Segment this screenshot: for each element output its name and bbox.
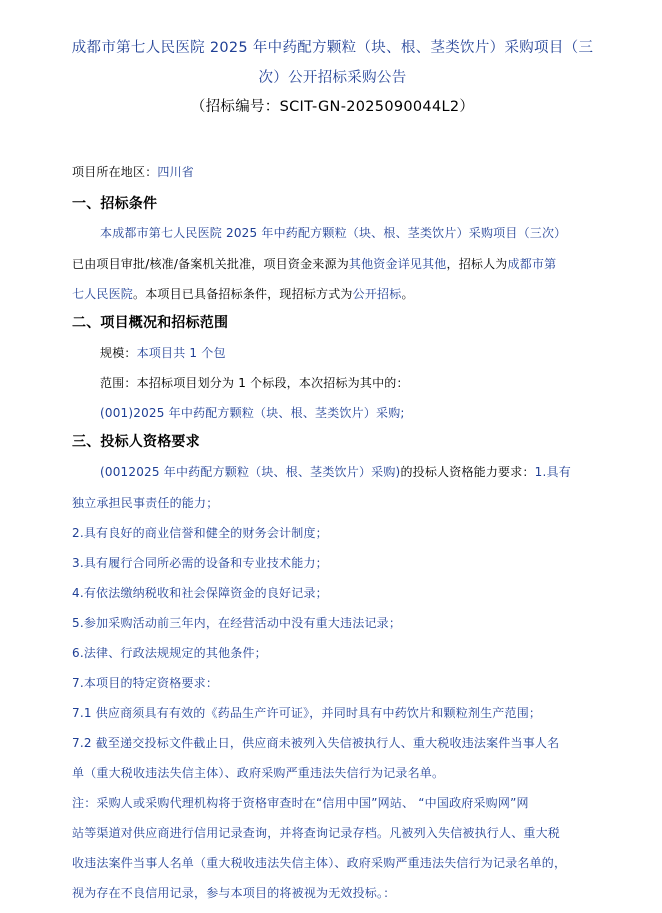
note-line-2: 站等渠道对供应商进行信用记录查询，并将查询记录存档。凡被列入失信被执行人、重大税 <box>72 826 561 840</box>
qualification-intro <box>100 462 571 482</box>
section-1-para-line-1: 本成都市第七人民医院 2025 年中药配方颗粒（块、根、茎类饮片）采购项目（三次） <box>100 226 567 240</box>
title-line-1: 成都市第七人民医院 2025 年中药配方颗粒（块、根、茎类饮片）采购项目（三 <box>71 40 594 56</box>
project-scale <box>100 343 226 363</box>
requirement-2: 2.具有良好的商业信誉和健全的财务会计制度； <box>72 526 328 540</box>
requirement-5: 5.参加采购活动前三年内，在经营活动中没有重大违法记录； <box>72 616 402 630</box>
requirement-3: 3.具有履行合同所必需的设备和专业技术能力； <box>72 556 328 570</box>
package-name: (0012025 年中药配方颗粒（块、根、茎类饮片）采购) <box>100 465 401 479</box>
range-item: (001)2025 年中药配方颗粒（块、根、茎类饮片）采购; <box>100 406 405 420</box>
section-1-para-line-3 <box>72 284 414 304</box>
section-1-heading: 一、招标条件 <box>72 196 158 212</box>
title-line-2: 次）公开招标采购公告 <box>258 70 407 86</box>
project-range: 范围：本招标项目划分为 1 个标段，本次招标为其中的： <box>100 376 409 390</box>
scale-label: 规模： <box>100 346 137 360</box>
tenderer-name-part-2: 七人民医院 <box>72 287 134 301</box>
fund-source: 其他资金详见其他 <box>348 257 447 271</box>
tenderer-name-part-1: 成都市第 <box>507 257 557 271</box>
text-fragment: 。本项目已具备招标条件，现招标方式为 <box>133 287 353 301</box>
text-fragment: 已由项目审批/核准/备案机关批准，项目资金来源为 <box>72 257 349 271</box>
note-line-1: 注：采购人或采购代理机构将于资格审查时在“信用中国”网站、 “中国政府采购网”网 <box>72 796 529 810</box>
note-line-3: 收违法案件当事人名单（重大税收违法失信主体）、政府采购严重违法失信行为记录名单的， <box>72 856 567 870</box>
text-fragment: ，招标人为 <box>446 257 508 271</box>
section-1-para-line-2 <box>72 254 556 274</box>
section-2-heading: 二、项目概况和招标范围 <box>72 315 229 331</box>
text-fragment: 。 <box>401 287 414 301</box>
project-location <box>72 162 194 182</box>
requirement-1-end: 独立承担民事责任的能力； <box>72 496 219 510</box>
requirement-4: 4.有依法缴纳税收和社会保障资金的良好记录； <box>72 586 328 600</box>
text-fragment: 的投标人资格能力要求： <box>400 465 535 479</box>
requirement-7: 7.本项目的特定资格要求： <box>72 676 219 690</box>
location-value: 四川省 <box>157 165 195 179</box>
location-label: 项目所在地区： <box>72 165 158 179</box>
bid-number: （招标编号：SCIT-GN-2025090044L2） <box>190 99 475 115</box>
scale-value: 本项目共 1 个包 <box>136 346 226 360</box>
requirement-7-2-line-2: 单（重大税收违法失信主体）、政府采购严重违法失信行为记录名单。 <box>72 766 445 780</box>
section-3-heading: 三、投标人资格要求 <box>72 434 200 450</box>
note-line-4: 视为存在不良信用记录，参与本项目的将被视为无效投标。： <box>72 886 396 900</box>
tender-method: 公开招标 <box>352 287 402 301</box>
requirement-7-2-line-1: 7.2 截至递交投标文件截止日，供应商未被列入失信被执行人、重大税收违法案件当事人名 <box>72 736 560 750</box>
requirement-6: 6.法律、行政法规规定的其他条件； <box>72 646 267 660</box>
requirement-7-1: 7.1 供应商须具有有效的《药品生产许可证》，并同时具有中药饮片和颗粒剂生产范围； <box>72 706 542 720</box>
requirement-1-start: 1.具有 <box>534 465 571 479</box>
